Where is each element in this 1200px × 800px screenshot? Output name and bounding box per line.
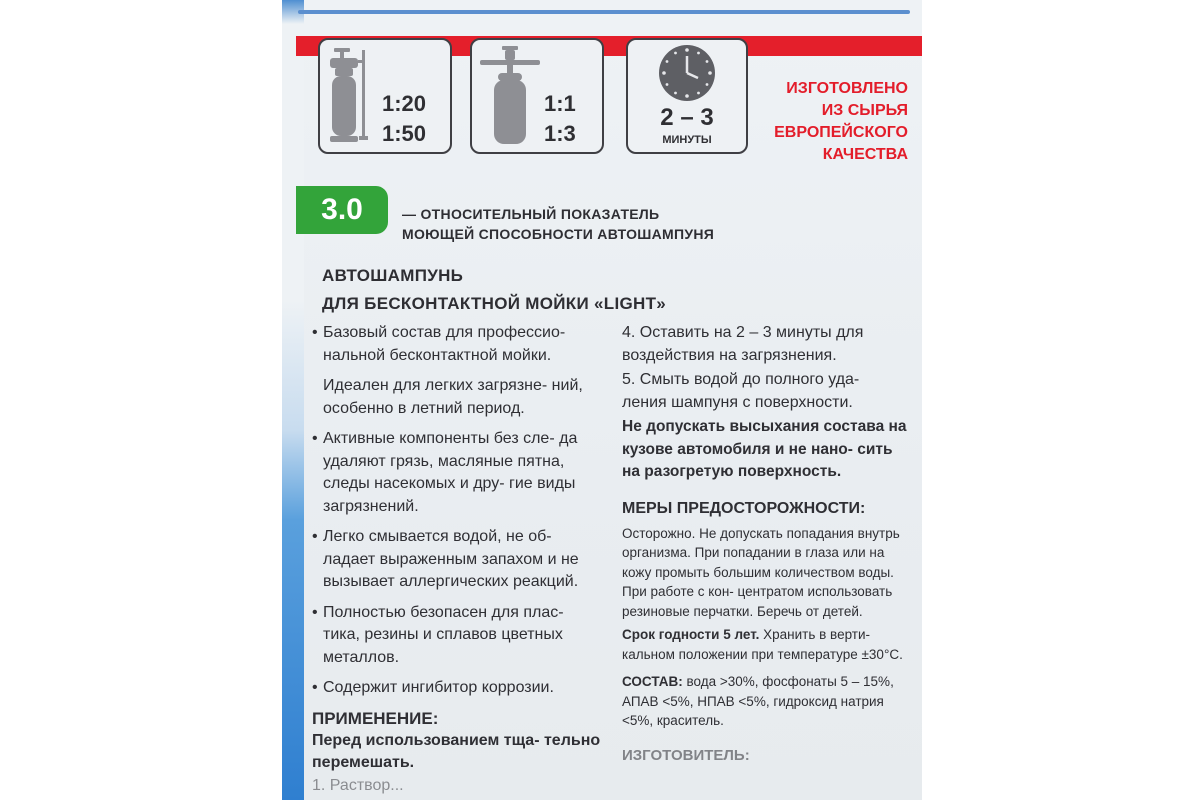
origin-note-line: ЕВРОПЕЙСКОГО bbox=[774, 124, 908, 141]
detergency-index-badge: 3.0 bbox=[296, 186, 388, 234]
time-unit: МИНУТЫ bbox=[662, 134, 712, 146]
detergency-index-description bbox=[402, 204, 714, 244]
shelf-life-label: Срок годности 5 лет. bbox=[622, 627, 760, 642]
feature-item: • Полностью безопасен для плас- тика, резины и сплавов цветных металлов. bbox=[312, 602, 602, 670]
foam-generator-icon bbox=[480, 46, 540, 146]
index-line-2: МОЮЩЕЙ СПОСОБНОСТИ АВТОШАМПУНЯ bbox=[402, 226, 715, 242]
application-step-4: 4. Оставить на 2 – 3 минуты для воздействия на загрязнения. bbox=[622, 324, 864, 364]
origin-note-line: ИЗ СЫРЬЯ bbox=[821, 102, 908, 119]
sprayer-ratio-2: 1:50 bbox=[382, 121, 427, 146]
product-title bbox=[322, 262, 666, 318]
composition-label: СОСТАВ: bbox=[622, 674, 683, 689]
precautions-heading: МЕРЫ ПРЕДОСТОРОЖНОСТИ: bbox=[622, 499, 866, 517]
manufacturer-heading-partial: ИЗГОТОВИТЕЛЬ: bbox=[622, 746, 750, 764]
origin-note-line: ИЗГОТОВЛЕНО bbox=[786, 80, 908, 97]
feature-item: • Базовый состав для профессио- нальной бесконтактной мойки. bbox=[312, 322, 602, 367]
application-intro: Перед использованием тща- тельно перемешать. bbox=[312, 731, 601, 771]
left-column bbox=[312, 322, 602, 797]
time-value: 2 – 3 bbox=[660, 104, 714, 131]
drying-warning: Не допускать высыхания состава на кузове автомобиля и не нано- сить на разогретую поверхность. bbox=[622, 418, 907, 480]
product-title-line-2: ДЛЯ БЕСКОНТАКТНОЙ МОЙКИ «LIGHT» bbox=[322, 294, 667, 313]
exposure-time-box bbox=[626, 38, 748, 154]
sprayer-ratio-1: 1:20 bbox=[382, 91, 427, 116]
top-blue-rule bbox=[298, 10, 910, 14]
index-line-1: — ОТНОСИТЕЛЬНЫЙ ПОКАЗАТЕЛЬ bbox=[402, 206, 660, 222]
feature-item-note: Идеален для легких загрязне- ний, особенно в летний период. bbox=[323, 377, 583, 417]
pressure-sprayer-icon bbox=[326, 48, 372, 144]
product-title-line-1: АВТОШАМПУНЬ bbox=[322, 266, 464, 285]
feature-item: • Легко смывается водой, не об- ладает выраженным запахом и не вызывает аллергических реакций. bbox=[312, 526, 602, 594]
foamer-dilution-box bbox=[470, 38, 604, 154]
clock-icon bbox=[658, 44, 716, 102]
foamer-ratio-2: 1:3 bbox=[544, 121, 576, 146]
shelf-life bbox=[622, 625, 908, 664]
composition bbox=[622, 672, 908, 731]
blue-edge-decoration bbox=[282, 0, 304, 800]
right-column bbox=[622, 322, 908, 767]
sprayer-dilution-box bbox=[318, 38, 452, 154]
composition-text: вода >30%, фосфонаты 5 – 15%, АПАВ <5%, НПАВ <5%, гидроксид натрия <5%, краситель. bbox=[622, 674, 894, 728]
origin-note-line: КАЧЕСТВА bbox=[822, 146, 908, 163]
feature-item: • Активные компоненты без сле- да удаляют грязь, масляные пятна, следы насекомых и дру- гие виды загрязнений. bbox=[312, 428, 602, 518]
precautions-text: Осторожно. Не допускать попадания внутрь организма. При попадании в глаза или на кожу промыть большим количеством воды. При работе с кон- центратом использовать резиновые перчатки. Беречь от детей. bbox=[622, 525, 900, 619]
shelf-life-text: Хранить в верти- кальном положении при температуре ±30°С. bbox=[622, 627, 903, 662]
application-heading: ПРИМЕНЕНИЕ: bbox=[312, 708, 439, 728]
application-step-1-partial: 1. Раствор... bbox=[312, 776, 404, 794]
application-step-5: 5. Смыть водой до полного уда- ления шампуня с поверхности. bbox=[622, 371, 860, 411]
origin-note bbox=[748, 78, 908, 166]
feature-item: • Содержит ингибитор коррозии. bbox=[312, 677, 602, 700]
foamer-ratio-1: 1:1 bbox=[544, 91, 576, 116]
